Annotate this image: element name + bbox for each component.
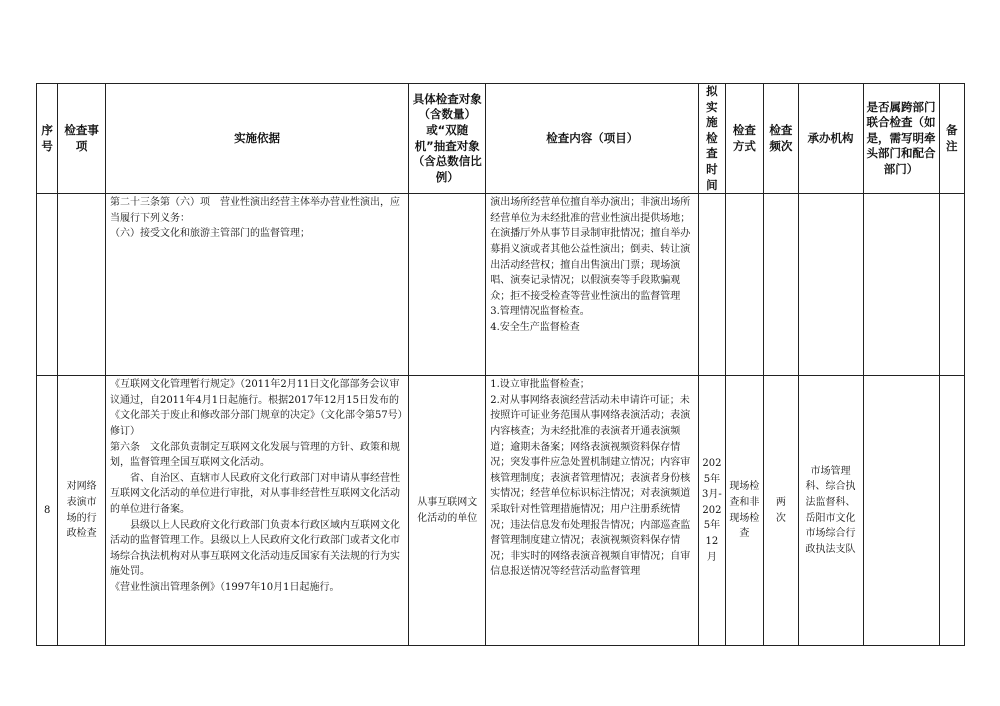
cell-cross: [863, 194, 939, 376]
basis-line: （六）接受文化和旅游主管部门的监督管理；: [109, 228, 310, 240]
table-row: [37, 194, 965, 376]
basis-line: 第六条 文化部负责制定互联网文化发展与管理的方针、政策和规划，监督管理全国互联网文化活动。: [109, 441, 400, 469]
header-basis: 实施依据: [105, 84, 408, 194]
header-cross: 是否属跨部门联合检查（如是，需写明牵头部门和配合部门）: [863, 84, 939, 194]
header-content: 检查内容（项目）: [486, 84, 699, 194]
cell-item: [58, 194, 106, 376]
cell-item: 对网络表演市场的行政检查: [58, 376, 106, 646]
header-item: 检查事项: [58, 84, 106, 194]
cell-note: [939, 376, 964, 646]
header-org: 承办机构: [798, 84, 863, 194]
cell-method: [725, 194, 764, 376]
cell-content: [486, 194, 699, 376]
cell-seq: [37, 194, 58, 376]
header-row: [37, 84, 965, 194]
cell-note: [939, 194, 964, 376]
cell-seq: 8: [37, 376, 58, 646]
header-time: 拟实施检查时间: [699, 84, 725, 194]
content-line: 2.对从事网络表演经营活动未申请许可证；未按照许可证业务范围从事网络表演活动；表演内容核查；为未经批准的表演者开通表演频道；逾期未备案；网络表演视频资料保存情况；突发事件应急处置机制建立情况；内容审核管理制度；表演者管理情况；表演者身份核实情况；经营单位标识标注情况；对表演频道采取针对性管理措施情况；用户注册系统情况；违法信息发布处理报告情况；内部巡查监督管理制度建立情况；表演视频资料保存情况；非实时的网络表演音视频自审情况；自审信息报送情况等经营活动监督管理: [490, 394, 691, 578]
cell-freq: 两次: [764, 376, 798, 646]
header-target: 具体检查对象（含数量）或“双随机”抽查对象（含总数信比例）: [409, 84, 486, 194]
cell-target: [409, 194, 486, 376]
table-row: [37, 376, 965, 646]
cell-org: 市场管理科、综合执法监督科、岳阳市文化市场综合行政执法支队: [798, 376, 863, 646]
header-method: 检查方式: [725, 84, 764, 194]
cell-cross: [863, 376, 939, 646]
basis-line: 《互联网文化管理暂行规定》（2011年2月11日文化部部务会议审议通过，自2011年4月1日起施行。根据2017年12月15日发布的《文化部关于废止和修改部分部门规章的决定》（文化部令第57号）修订）: [109, 379, 403, 437]
header-seq: 序号: [37, 84, 58, 194]
header-note: 备注: [939, 84, 964, 194]
content-line: 1.设立审批监督检查；: [490, 379, 590, 391]
cell-freq: [764, 194, 798, 376]
cell-org: [798, 194, 863, 376]
basis-line: 县级以上人民政府文化行政部门负责本行政区域内互联网文化活动的监督管理工作。县级以上人民政府文化行政部门或者文化市场综合执法机构对从事互联网文化活动违反国家有关法规的行为实施处罚。: [109, 519, 400, 578]
cell-method: 现场检查和非现场检查: [725, 376, 764, 646]
content-line: 4.安全生产监督检查: [490, 321, 580, 333]
cell-basis: [105, 194, 408, 376]
cell-content: [486, 376, 699, 646]
inspection-table: [36, 83, 965, 646]
basis-line: 第二十三条第（六）项 营业性演出经营主体举办营业性演出，应当履行下列义务：: [109, 197, 400, 224]
basis-line: 《营业性演出管理条例》（1997年10月1日起施行。: [109, 581, 340, 593]
content-line: 3.管理情况监督检查。: [490, 306, 590, 318]
header-freq: 检查频次: [764, 84, 798, 194]
cell-time: 2025年3月-2025年12月: [699, 376, 725, 646]
cell-basis: [105, 376, 408, 646]
cell-time: [699, 194, 725, 376]
content-line: 演出场所经营单位擅自举办演出；非演出场所经营单位为未经批准的营业性演出提供场地；在演播厅外从事节目录制审批情况；擅自举办募捐义演或者其他公益性演出；倒卖、转让演出活动经营权；擅自出售演出门票；现场演唱、演奏记录情况；以假演奏等手段欺骗观众；拒不接受检查等营业性演出的监督管理: [490, 197, 691, 302]
cell-target: 从事互联网文化活动的单位: [409, 376, 486, 646]
basis-line: 省、自治区、直辖市人民政府文化行政部门对申请从事经营性互联网文化活动的单位进行审批，对从事非经营性互联网文化活动的单位进行备案。: [109, 472, 400, 515]
